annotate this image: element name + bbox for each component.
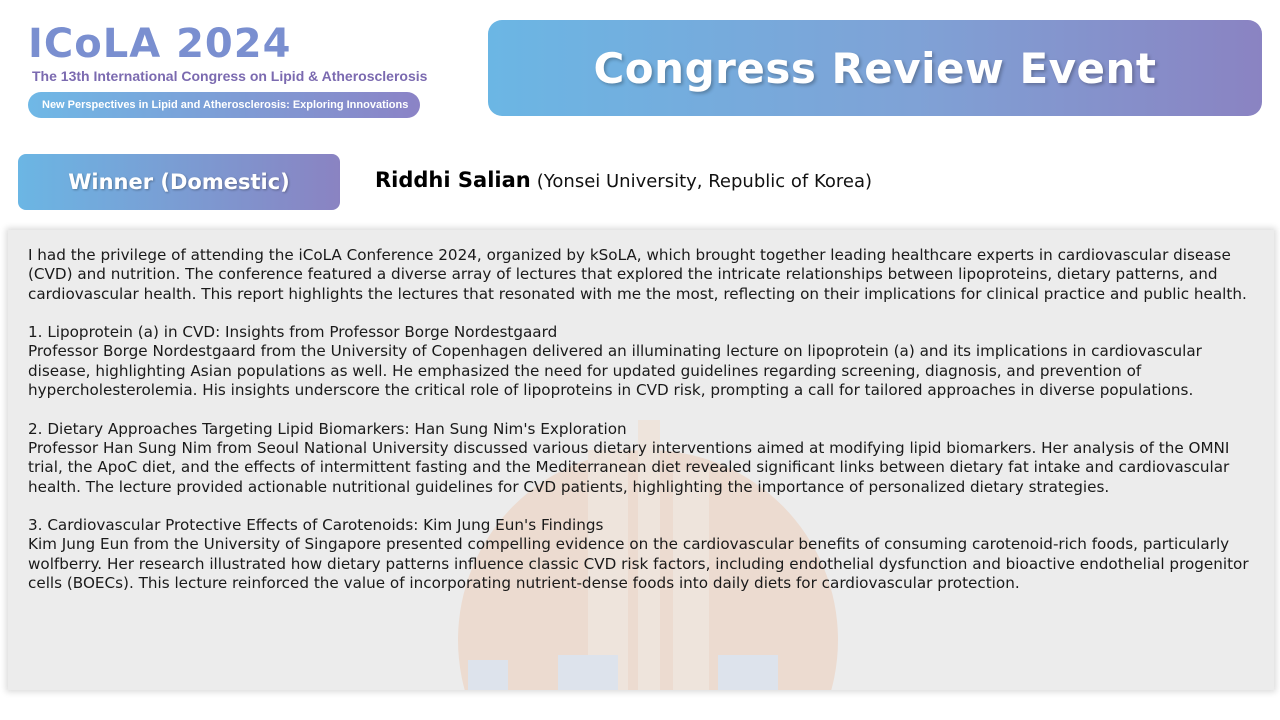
report-section <box>28 323 1264 400</box>
report-panel <box>8 230 1274 690</box>
logo-subtitle: The 13th International Congress on Lipid & Atherosclerosis <box>32 68 428 84</box>
banner-title: Congress Review Event <box>593 43 1157 93</box>
report-section <box>28 420 1264 497</box>
review-report <box>28 246 1264 613</box>
logo-title: ICoLA 2024 <box>28 21 292 67</box>
congress-logo <box>28 22 428 118</box>
event-banner <box>488 20 1262 116</box>
section-body: Professor Han Sung Nim from Seoul National University discussed various dietary interventions aimed at modifying lipid biomarkers. Her analysis of the OMNI trial, the ApoC diet, and the effects of intermittent fasting and the Mediterranean diet revealed significant links between dietary fat intake and cardiovascular health. The lecture provided actionable nutritional guidelines for CVD patients, highlighting the importance of personalized dietary strategies. <box>28 438 1230 496</box>
winner-info <box>375 168 872 192</box>
winner-affiliation: (Yonsei University, Republic of Korea) <box>536 171 873 192</box>
report-intro: I had the privilege of attending the iCoLA Conference 2024, organized by kSoLA, which brought together leading healthcare experts in cardiovascular disease (CVD) and nutrition. The conference featured a diverse array of lectures that explored the intricate relationships between lipoproteins, dietary patterns, and cardiovascular health. This report highlights the lectures that resonated with me the most, reflecting on their implications for clinical practice and public health. <box>28 246 1247 303</box>
section-heading: 3. Cardiovascular Protective Effects of Carotenoids: Kim Jung Eun's Findings <box>28 516 604 535</box>
logo-tagline: New Perspectives in Lipid and Atherosclerosis: Exploring Innovations <box>28 92 420 118</box>
section-body: Kim Jung Eun from the University of Singapore presented compelling evidence on the cardiovascular benefits of consuming carotenoid-rich foods, particularly wolfberry. Her research illustrated how dietary patterns influence classic CVD risk factors, including endothelial dysfunction and bioactive endothelial progenitor cells (BOECs). This lecture reinforced the value of incorporating nutrient-dense foods into daily diets for cardiovascular protection. <box>28 535 1249 593</box>
winner-name: Riddhi Salian <box>375 168 531 192</box>
section-body: Professor Borge Nordestgaard from the University of Copenhagen delivered an illuminating lecture on lipoprotein (a) and its implications in cardiovascular disease, highlighting Asian populations as well. He emphasized the need for updated guidelines regarding screening, diagnosis, and prevention of hypercholesterolemia. His insights underscore the critical role of lipoproteins in CVD risk, prompting a call for tailored approaches in diverse populations. <box>28 342 1202 400</box>
report-section <box>28 516 1264 593</box>
section-heading: 1. Lipoprotein (a) in CVD: Insights from Professor Borge Nordestgaard <box>28 323 558 342</box>
award-badge <box>18 154 340 210</box>
award-label: Winner (Domestic) <box>68 170 290 194</box>
section-heading: 2. Dietary Approaches Targeting Lipid Biomarkers: Han Sung Nim's Exploration <box>28 419 627 438</box>
